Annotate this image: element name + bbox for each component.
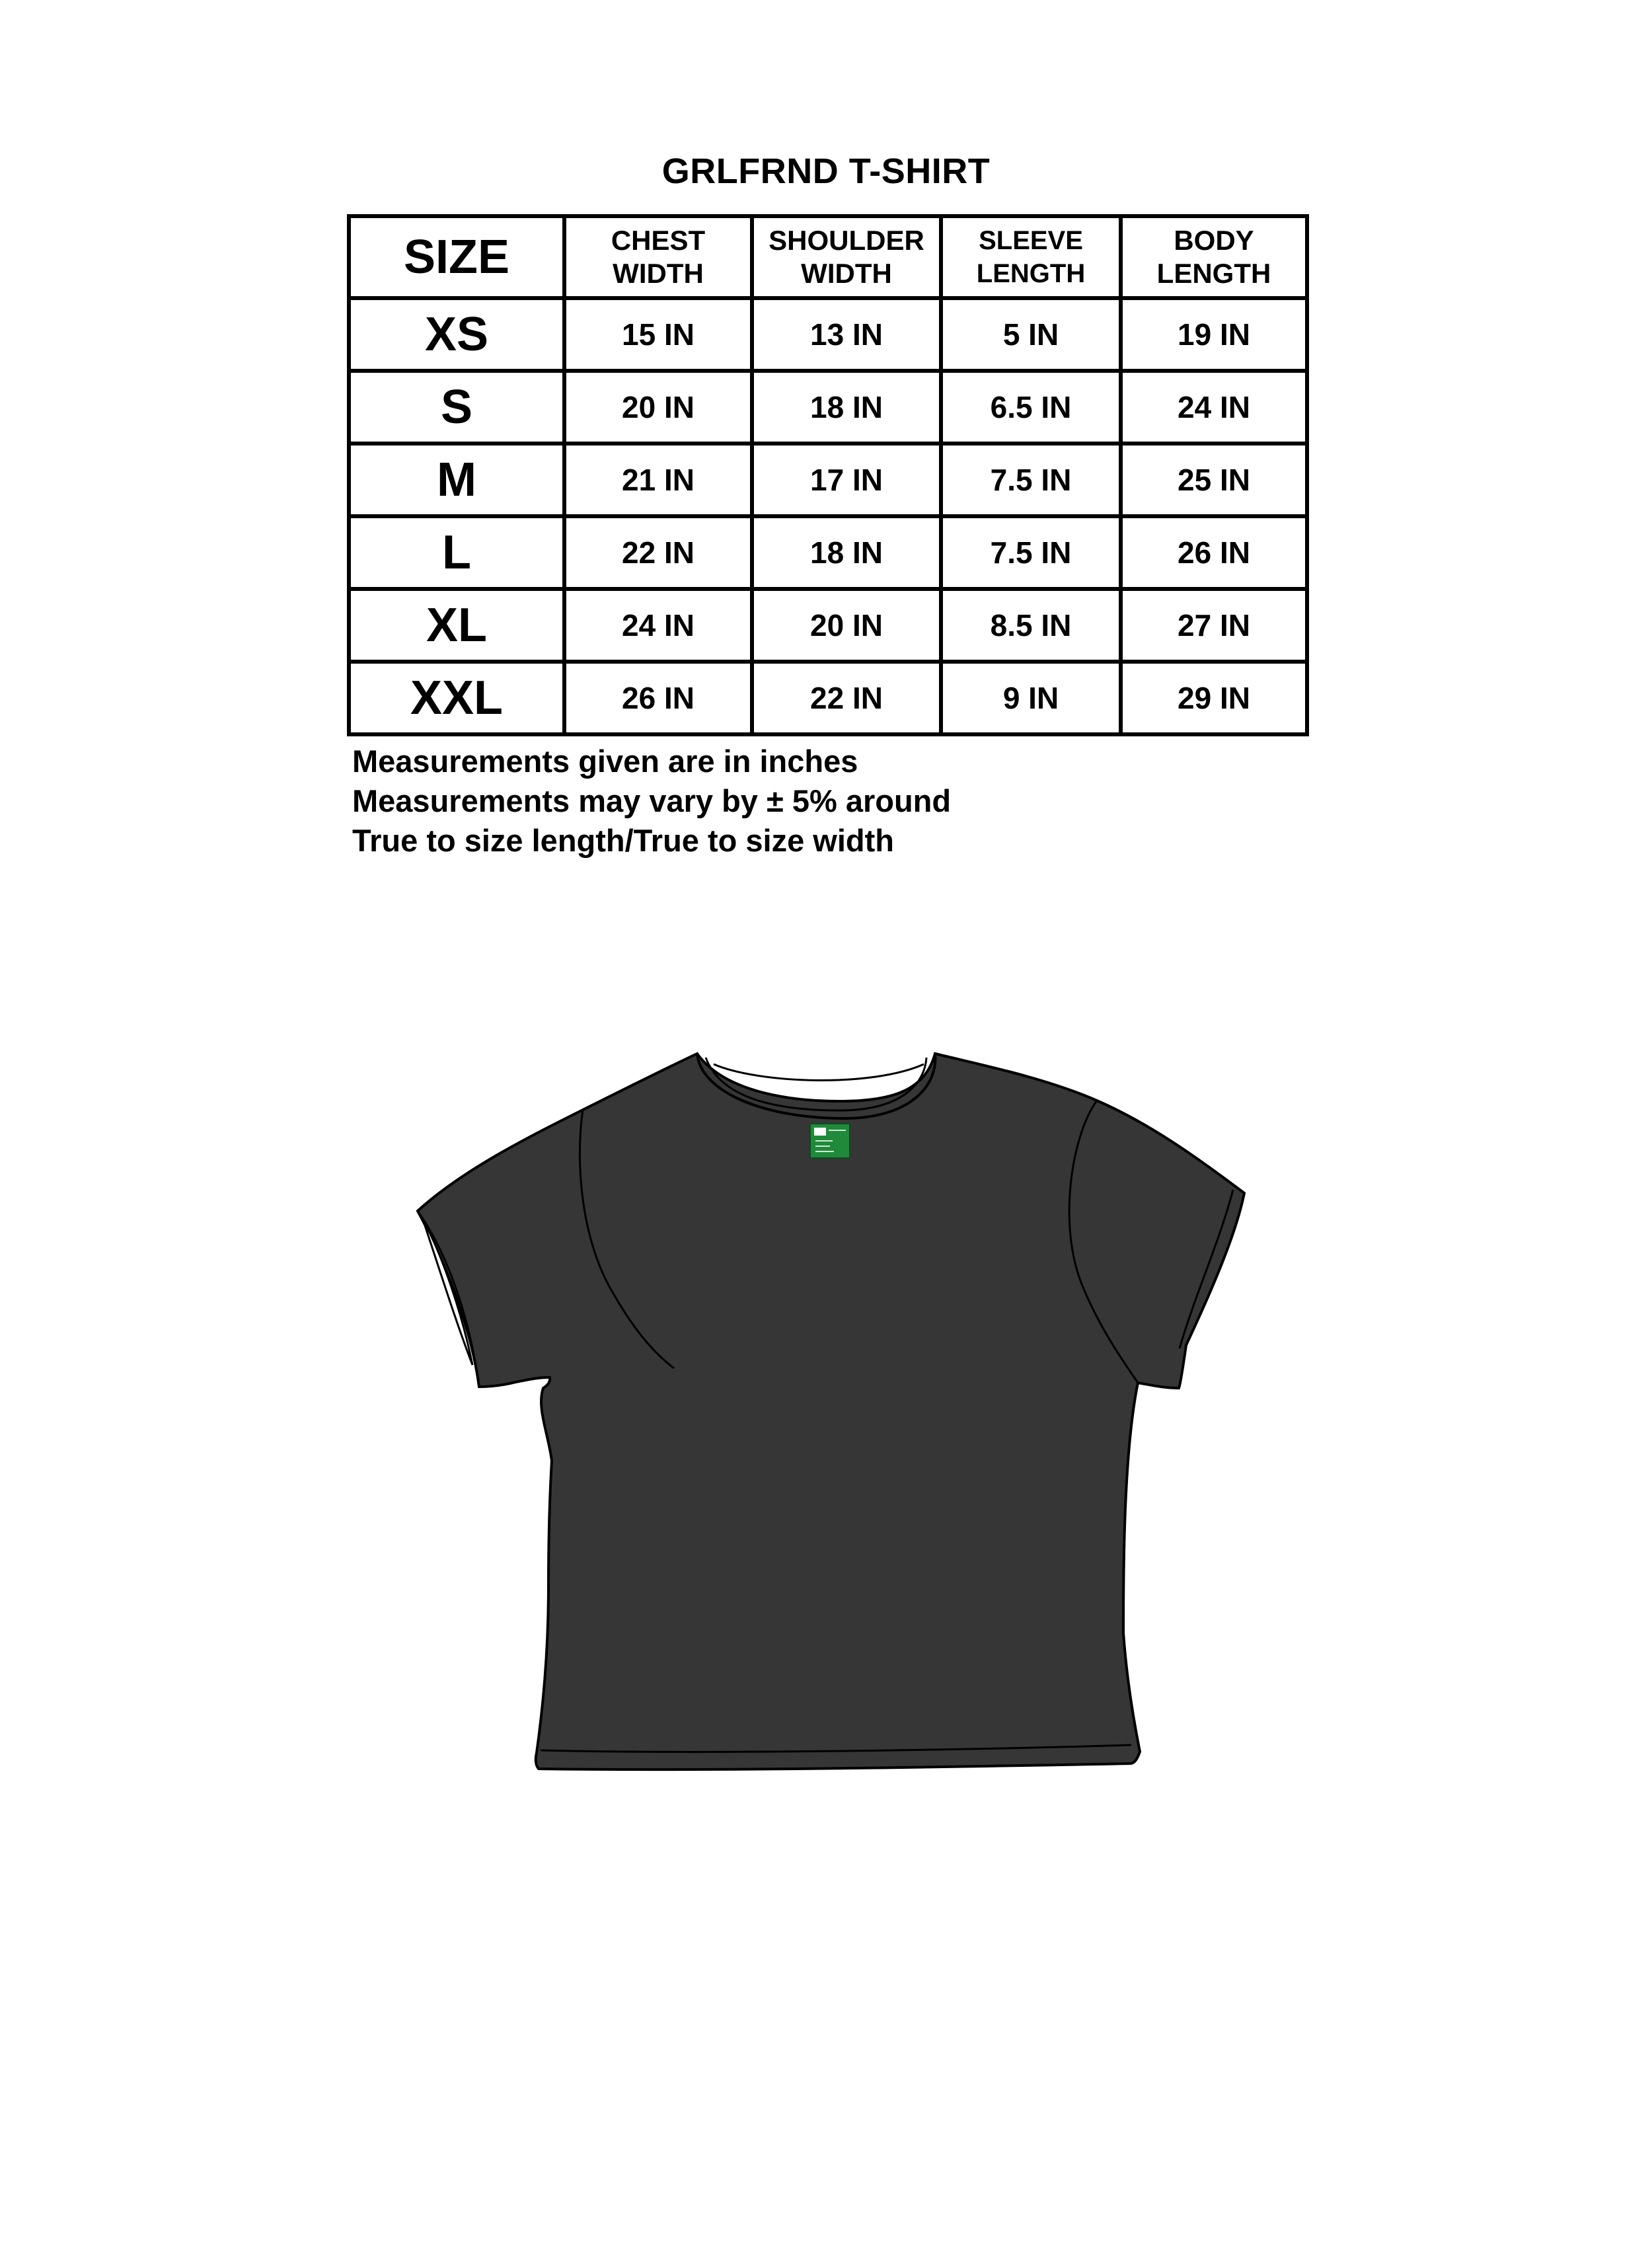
body-cell: 25 IN bbox=[1121, 444, 1307, 516]
size-cell: S bbox=[349, 371, 564, 444]
shoulder-cell: 18 IN bbox=[752, 516, 941, 589]
sleeve-cell: 7.5 IN bbox=[941, 516, 1121, 589]
body-cell: 26 IN bbox=[1121, 516, 1307, 589]
sleeve-cell: 9 IN bbox=[941, 662, 1121, 734]
chest-cell: 22 IN bbox=[564, 516, 752, 589]
shoulder-cell: 13 IN bbox=[752, 298, 941, 371]
t-shirt-body bbox=[418, 1054, 1244, 1769]
note-line: Measurements given are in inches bbox=[352, 744, 858, 779]
header-body-length: BODY LENGTH bbox=[1121, 216, 1307, 298]
note-line: True to size length/True to size width bbox=[352, 823, 894, 858]
body-cell: 19 IN bbox=[1121, 298, 1307, 371]
chest-cell: 15 IN bbox=[564, 298, 752, 371]
body-cell: 27 IN bbox=[1121, 589, 1307, 662]
page-title: GRLFRND T-SHIRT bbox=[661, 151, 991, 191]
chest-cell: 20 IN bbox=[564, 371, 752, 444]
sleeve-cell: 6.5 IN bbox=[941, 371, 1121, 444]
back-neckline bbox=[714, 1064, 924, 1080]
sleeve-cell: 8.5 IN bbox=[941, 589, 1121, 662]
chest-cell: 26 IN bbox=[564, 662, 752, 734]
shoulder-cell: 18 IN bbox=[752, 371, 941, 444]
size-cell: XL bbox=[349, 589, 564, 662]
size-cell: L bbox=[349, 516, 564, 589]
header-chest-width: CHEST WIDTH bbox=[564, 216, 752, 298]
label-logo-icon bbox=[814, 1128, 826, 1136]
shoulder-cell: 22 IN bbox=[752, 662, 941, 734]
body-cell: 24 IN bbox=[1121, 371, 1307, 444]
note-line: Measurements may vary by ± 5% around bbox=[352, 783, 952, 818]
size-cell: XXL bbox=[349, 662, 564, 734]
sleeve-cell: 5 IN bbox=[941, 298, 1121, 371]
header-size: SIZE bbox=[349, 216, 564, 298]
shoulder-cell: 17 IN bbox=[752, 444, 941, 516]
header-sleeve-length: SLEEVE LENGTH bbox=[941, 216, 1121, 298]
header-shoulder-width: SHOULDER WIDTH bbox=[752, 216, 941, 298]
size-cell: XS bbox=[349, 298, 564, 371]
sleeve-cell: 7.5 IN bbox=[941, 444, 1121, 516]
chest-cell: 24 IN bbox=[564, 589, 752, 662]
chest-cell: 21 IN bbox=[564, 444, 752, 516]
size-cell: M bbox=[349, 444, 564, 516]
body-cell: 29 IN bbox=[1121, 662, 1307, 734]
shoulder-cell: 20 IN bbox=[752, 589, 941, 662]
